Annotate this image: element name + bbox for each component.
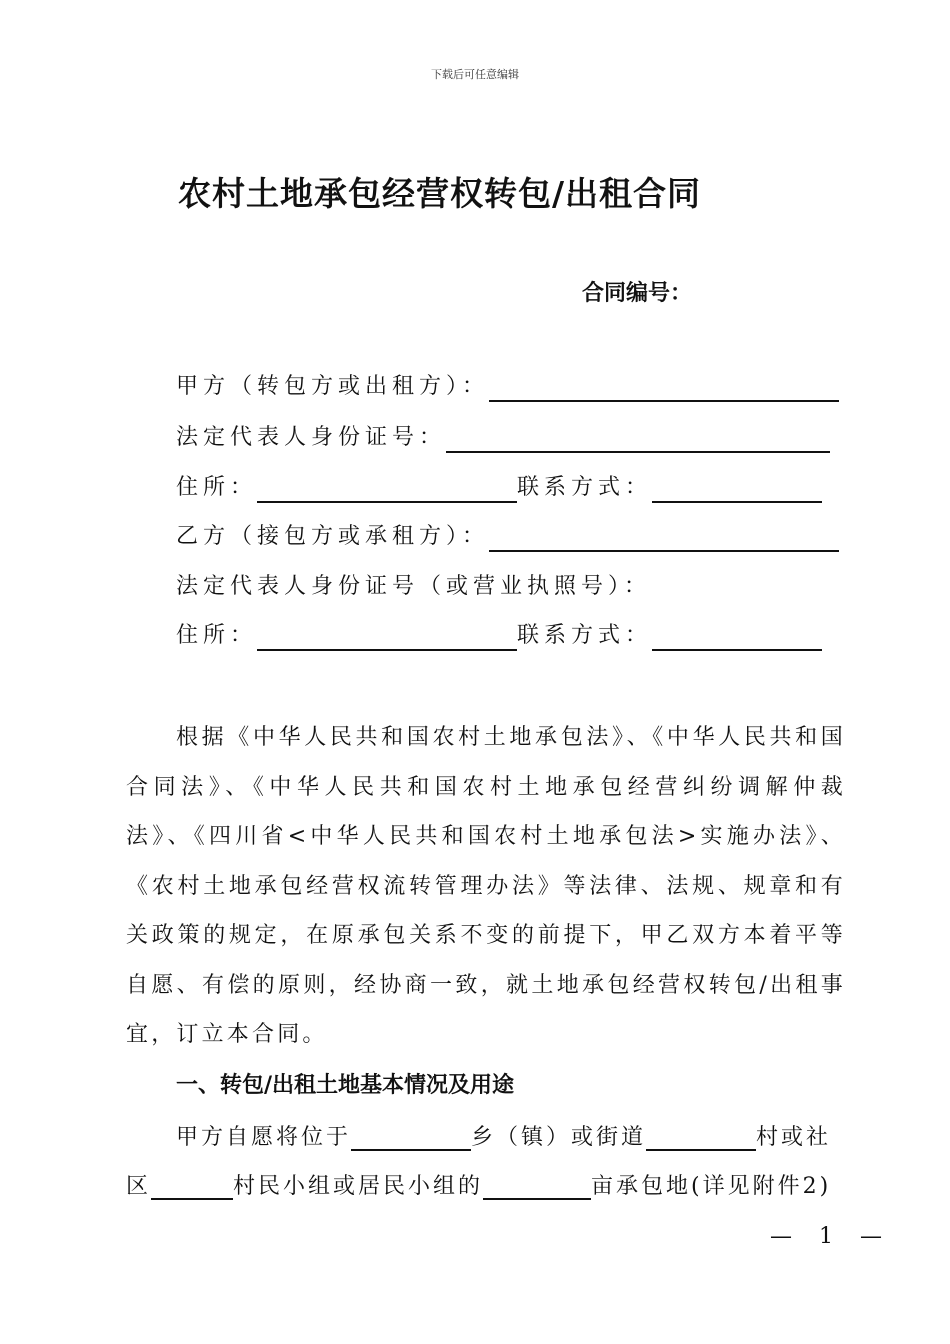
party-b-address-label: 住所： [176, 623, 258, 648]
intro-paragraph: 根据《中华人民共和国农村土地承包法》、《中华人民共和国合同法》、《中华人民共和国农村土地承包经营纠纷调解仲裁法》、《四川省<中华人民共和国农村土地承包法>实施办法》、《农村土地承包经营权流转管理办法》等法律、法规、规章和有关政策的规定，在原承包关系不变的前提下，甲乙双方本着平等自愿、有偿的原则，经协商一致，就土地承包经营权转包/出租事宜，订立本合同。 [126, 725, 846, 1047]
page-number: — 1 — [770, 1224, 892, 1249]
party-b-id-row [176, 572, 651, 602]
party-b-id-label: 法定代表人身份证号（或营业执照号）： [176, 574, 652, 599]
party-a-contact-blank[interactable] [652, 477, 822, 503]
party-b-address-row [176, 621, 822, 651]
party-a-label: 甲方（转包方或出租方）： [176, 374, 490, 399]
group-label: 村民小组或居民小组的 [233, 1174, 484, 1199]
township-blank[interactable] [351, 1125, 471, 1151]
location-prefix: 甲方自愿将位于 [176, 1125, 352, 1150]
contract-number-label: 合同编号： [582, 280, 693, 306]
party-b-contact-blank[interactable] [652, 625, 822, 651]
party-a-id-blank[interactable] [446, 427, 830, 453]
party-a-address-row [176, 473, 822, 503]
group-blank[interactable] [151, 1174, 233, 1200]
party-a-id-row [176, 423, 830, 453]
header-note: 下载后可任意编辑 [431, 68, 519, 81]
village-label: 村或社 [756, 1125, 832, 1150]
area-blank[interactable] [483, 1174, 591, 1200]
section-1-line-2 [126, 1169, 831, 1200]
party-b-contact-label: 联系方式： [517, 623, 653, 648]
party-b-address-blank[interactable] [257, 625, 517, 651]
section-1-line-1 [176, 1120, 831, 1151]
party-b-row [176, 522, 839, 552]
document-title: 农村土地承包经营权转包/出租合同 [178, 174, 702, 213]
party-a-id-label: 法定代表人身份证号： [176, 425, 447, 450]
party-b-blank[interactable] [489, 526, 839, 552]
party-a-address-blank[interactable] [257, 477, 517, 503]
community-label: 区 [126, 1174, 152, 1199]
section-1-heading: 一、转包/出租土地基本情况及用途 [176, 1072, 515, 1098]
party-a-contact-label: 联系方式： [517, 475, 653, 500]
party-a-blank[interactable] [489, 376, 839, 402]
area-label: 亩承包地(详见附件2) [591, 1174, 832, 1199]
township-label: 乡（镇）或街道 [471, 1125, 647, 1150]
party-a-row [176, 372, 839, 402]
party-a-address-label: 住所： [176, 475, 258, 500]
village-blank[interactable] [646, 1125, 756, 1151]
party-b-label: 乙方（接包方或承租方）： [176, 524, 490, 549]
